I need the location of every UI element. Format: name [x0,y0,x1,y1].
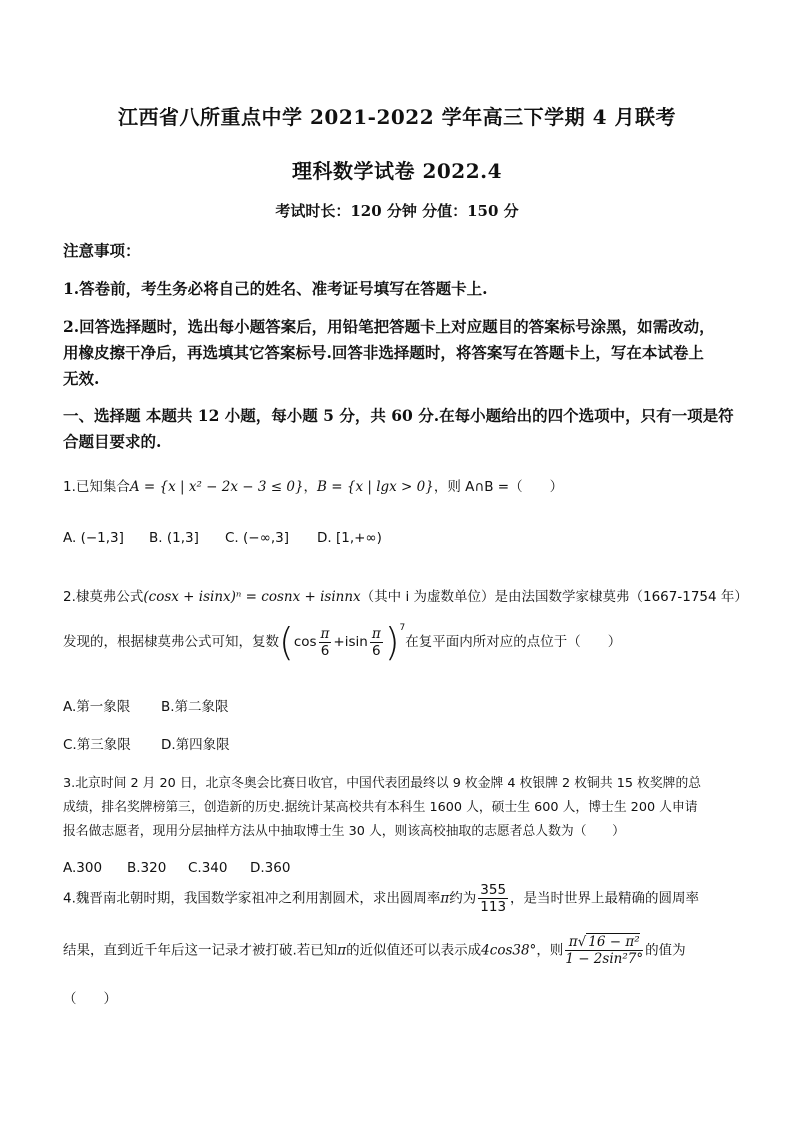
q2-options-row-1 [63,695,229,715]
q3-option-d: D.360 [250,860,291,876]
q2-frac-1: $\frac{\pi}{6}$ [320,625,330,659]
q4-approx-word: 约为 [449,890,477,907]
q1-set-a: A = {x | x² − 2x − 3 ≤ 0} [129,479,304,495]
note-item-2-line-1: 2.回答选择题时，选出每小题答案后，用铅笔把答题卡上对应题目的答案标号涂黑，如需改动， [63,317,715,336]
q2-line2-end: 在复平面内所对应的点位于（ ） [405,634,622,650]
note-item-2-line-2: 用橡皮擦干净后，再选填其它答案标号.回答非选择题时，将答案写在答题卡上，写在本试卷上 [63,343,704,362]
q3-option-a: A.300 [63,860,103,876]
question-3-line-2: 成绩，排名奖牌榜第三，创造新的历史.据统计某高校共有本科生 1600 人，硕士生 600 人，博士生 200 人申请 [63,800,698,815]
question-3-line-1: 3.北京时间 2 月 20 日，北京冬奥会比赛日收官，中国代表团最终以 9 枚金牌 4 枚银牌 2 枚铜共 15 枚奖牌的总 [63,776,702,791]
note-item-1: 1.答卷前，考生务必将自己的姓名、准考证号填写在答题卡上. [63,279,488,298]
q4-line2-start: 结果，直到近千年后这一记录才被打破.若已知 [63,942,338,959]
q4-intro: 4.魏晋南北朝时期，我国数学家祖冲之利用割圆术，求出圆周率 [63,890,441,907]
q4-intro-rest: ，是当时世界上最精确的圆周率 [510,890,700,907]
q2-isin: +isin [333,634,368,650]
exam-subtitle: 理科数学试卷 2022.4 [291,159,502,183]
q1-suffix: ，则 A∩B =（ ） [433,479,564,495]
q2-cos: cos [293,634,317,650]
question-2-line-2 [63,622,621,662]
q2-option-a: A.第一象限 [63,699,131,715]
q4-approx-expr: 4cos38° [481,942,537,959]
q1-prefix: 1.已知集合 [63,479,130,495]
q3-option-b: B.320 [127,860,167,876]
q4-answer-blank: （ ） [63,991,117,1007]
q4-fraction: $\frac{355}{113}$ [480,882,507,915]
q2-right-paren: ) [384,620,400,664]
q4-pi-2: π [337,942,347,959]
q2-power: 7 [399,623,406,633]
question-4-line-2 [63,934,686,967]
q4-pi: π [440,890,450,907]
section-heading-line-2: 合题目要求的. [63,432,162,451]
q2-left-paren: ( [279,620,294,664]
exam-title: 江西省八所重点中学 2021-2022 学年高三下学期 4 月联考 [118,105,676,129]
question-1: 1.已知集合A = {x | x² − 2x − 3 ≤ 0}，B = {x | lgx > 0}，则 A∩B =（ ） [63,479,564,495]
note-item-2-line-3: 无效. [63,369,100,388]
q2-intro: 2.棣莫弗公式 [63,589,144,605]
q4-expr-den: 1 − 2sin²7° [565,951,644,967]
q2-option-d: D.第四象限 [161,737,230,753]
notes-heading: 注意事项： [63,241,141,260]
question-3-line-3: 报名做志愿者，现用分层抽样方法从中抽取博士生 30 人，则该高校抽取的志愿者总人数为（ ） [63,824,625,839]
q2-option-c: C.第三象限 [63,737,131,753]
q2-line2-start: 发现的，根据棣莫弗公式可知，复数 [63,634,279,650]
q1-option-c: C. (−∞,3] [225,530,289,546]
q2-intro-rest: （其中 i 为虚数单位）是由法国数学家棣莫弗（1667-1754 年） [360,589,748,605]
q1-set-b: B = {x | lgx > 0} [317,479,434,495]
q4-line2-end: 的值为 [645,942,686,959]
q2-option-b: B.第二象限 [161,699,229,715]
question-4-line-1 [63,882,699,915]
exam-info: 考试时长：120 分钟 分值：150 分 [275,202,519,220]
q3-options [63,860,290,876]
q2-frac-2: $\frac{\pi}{6}$ [371,625,381,659]
q1-option-a: A. (−1,3] [63,530,124,546]
q1-option-b: B. (1,3] [149,530,199,546]
section-heading-line-1: 一、选择题 本题共 12 小题，每小题 5 分，共 60 分.在每小题给出的四个选项中，只有一项是符 [63,406,734,425]
q4-expr-sqrt: 16 − π² [588,934,640,950]
question-2-line-1 [63,585,748,605]
q1-option-d: D. [1,+∞) [317,530,382,546]
q4-line2-mid: 的近似值还可以表示成 [346,942,482,959]
q2-formula: (cosx + isinx)ⁿ = cosnx + isinnx [143,589,361,605]
q4-expr-pi: π [568,934,578,950]
q4-expression: $\frac{\text{π√ 16 − π²}}{\text{1 − 2sin²7°}}$ [565,934,644,967]
q4-then: ，则 [536,942,564,959]
q3-option-c: C.340 [188,860,228,876]
q2-options-row-2 [63,733,230,753]
q1-options [63,530,382,546]
